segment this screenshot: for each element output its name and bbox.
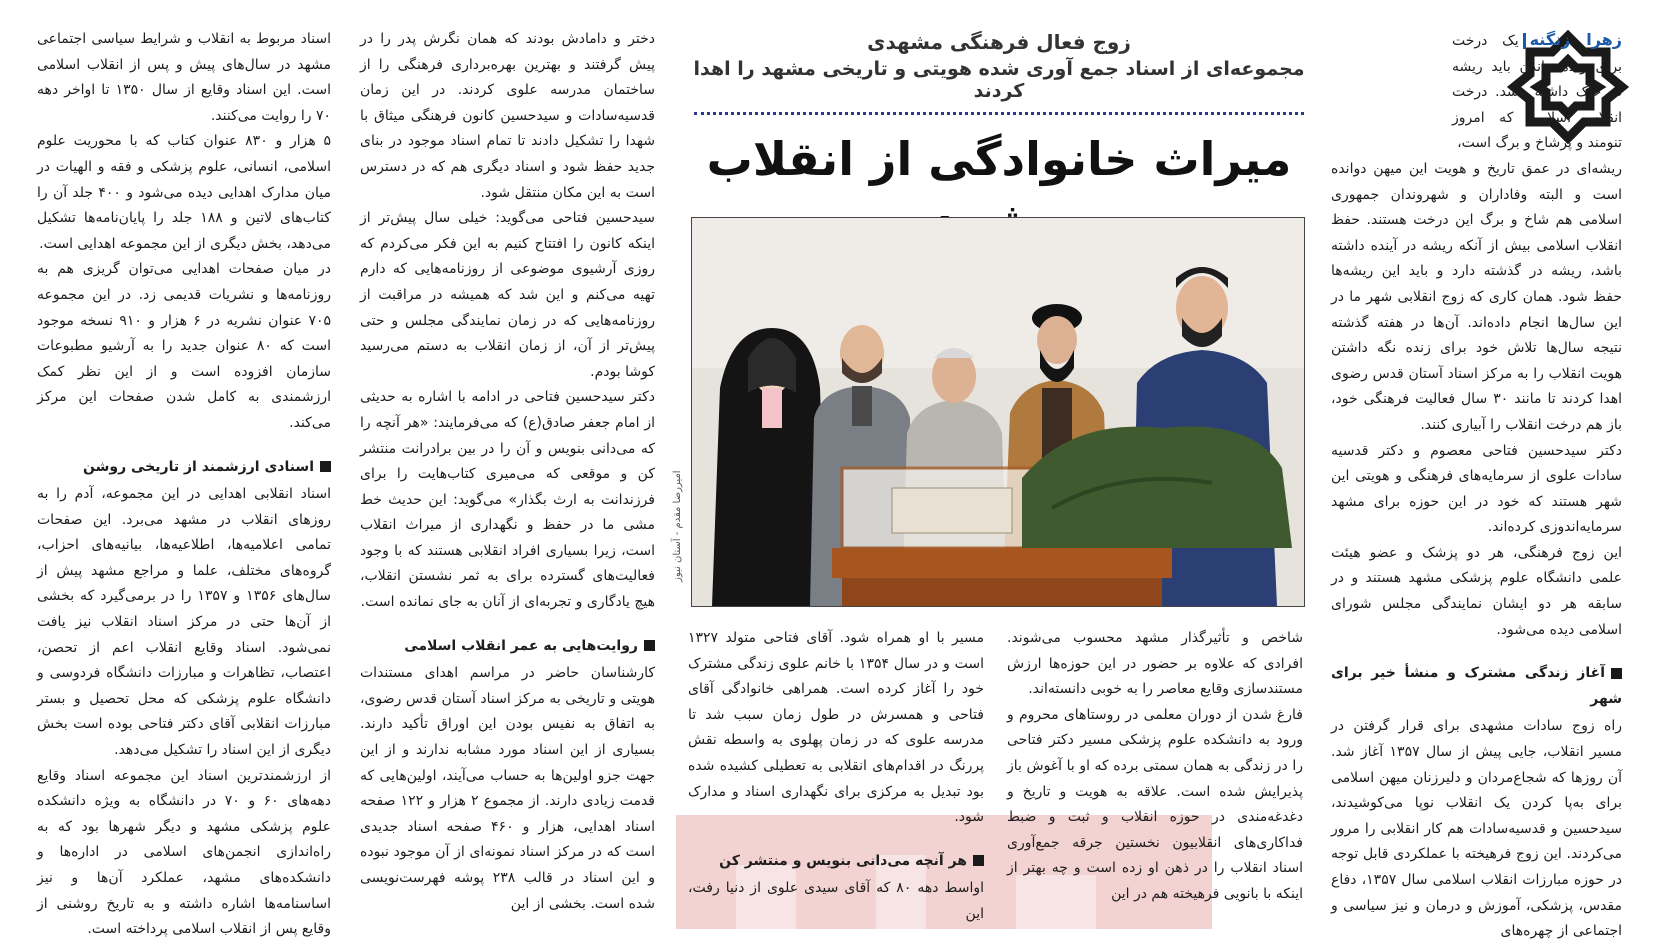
paragraph: دختر و دامادش بودند که همان نگرش پدر را در پیش گرفتند و بهترین بهره‌برداری فرهنگی را از ساختمان مدرسه علوی کردند. در این زمان قدسیه‌سادات و سیدحسین کانون فرهنگی میثاق با شهدا را تشکیل دادند تا تمام اسناد موجود در بنای جدید حفظ شود و اسناد دیگری هم که در دسترس است به این مکان منتقل شود. [360,31,655,201]
dotted-divider [694,112,1304,115]
paragraph: ریشه‌ای در عمق تاریخ و هویت این میهن دوانده است و البته وفاداران و شهروندان جمهوری اسلامی هم شاخ و برگ این درخت هستند. حفظ انقلاب اسلامی بیش از آنکه ریشه در آینده داشته باشد، ریشه در گذشته دارد و باید این ریشه‌ها حفظ شود. همان کاری که زوج انقلابی شهر ما در این سال‌ها انجام داده‌اند. آن‌ها در هفته گذشته نتیجه سال‌ها تلاش خود برای زنده نگه داشتن هویت انقلاب را به مرکز اسناد آستان قدس رضوی اهدا کردند تا مانند ۳۰ سال فعالیت فرهنگی خود، باز هم درخت انقلاب را آبیاری کنند. [1331,160,1623,433]
square-bullet-icon [1611,668,1622,679]
square-bullet-icon [320,461,331,472]
section-subheading [360,634,655,660]
paragraph: اسناد مربوط به انقلاب و شرایط سیاسی اجتماعی مشهد در سال‌های پیش و پس از انقلاب اسلامی است. این اسناد وقایع از سال ۱۳۵۰ تا اواخر دهه ۷۰ را روایت می‌کنند. [37,31,331,124]
article-column-4 [360,27,655,917]
paragraph: کارشناسان حاضر در مراسم اهدای مستندات هویتی و تاریخی به مرکز اسناد آستان قدس رضوی، به اتفاق به نفیس بودن این اوراق تأکید دارند. بسیاری از این اسناد مورد مشابه ندارند و از این جهت جزو اولین‌ها به حساب می‌آیند، اولین‌هایی که قدمت زیادی دارند. از مجموع ۲ هزار و ۱۲۲ صفحه اسناد اهدایی، هزار و ۴۶۰ صفحه اسناد جدیدی است که در مرکز اسناد نمونه‌ای از آن موجود نبوده و این اسناد در قالب ۲۳۸ پوشه فهرست‌نویسی شده است. بخشی از این [360,665,656,912]
paragraph: ۵ هزار و ۸۳۰ عنوان کتاب که با محوریت علوم اسلامی، انسانی، علوم پزشکی و فقه و الهیات در میان مدارک اهدایی دیده می‌شود و ۴۰۰ جلد آن را کتاب‌های لاتین و ۱۸۸ جلد را پایان‌نامه‌ها تشکیل می‌دهد، بخش دیگری از این مجموعه اهدایی است. [37,133,331,252]
paragraph: مسیر با او همراه شود. آقای فتاحی متولد ۱۳۲۷ است و در سال ۱۳۵۴ با خانم علوی زندگی مشترک خود را آغاز کرده است. همراهی خانوادگی آقای فتاحی و همسرش در طول زمان سبب شد تا مدرسه علوی که در زمان پهلوی به واسطه نقش پررنگ در اقدام‌های انقلابی به تعطیلی کشیده شده بود تبدیل به مرکزی برای نگهداری اسناد و مدارک شود. [688,630,984,826]
subheading-text: اسنادی ارزشمند از تاریخی روشن [83,458,314,475]
square-bullet-icon [973,855,984,866]
author-divider [1523,33,1526,49]
paragraph: راه زوج سادات مشهدی برای قرار گرفتن در مسیر انقلاب، جایی پیش از سال ۱۳۵۷ آغاز شد. آن روزها که شجاع‌مردان و دلیرزنان میهن اسلامی برای به‌پا کردن یک انقلاب نوپا می‌کوشیدند، سیدحسین و قدسیه‌سادات هم کار انقلابی را مرور می‌کردند. این زوج فرهیخته با عملکردی قابل توجه در حوزه مبارزات انقلاب اسلامی سال ۱۳۵۷، دفاع مقدس، پزشکی، آموزش و درمان و نیز سیاسی و اجتماعی از چهره‌های [1331,718,1622,940]
paragraph: دکتر سیدحسین فتاحی در ادامه با اشاره به حدیثی از امام جعفر صادق(ع) که می‌فرمایند: «هر آنچه را که می‌دانی بنویس و آن را در بین برادرانت منتشر کن و موقعی که می‌میری کتاب‌هایت را برای فرزندانت به ارث بگذار» می‌گوید: این حدیث خط مشی ما در حفظ و نگهداری از میراث انقلاب است، زیرا بسیاری افراد انقلابی هستند که با وجود فعالیت‌های گسترده برای به ثمر نشستن انقلاب، هیچ یادگاری و تجربه‌ای از آنان به جای نمانده است. [360,389,655,611]
subtitle: مجموعه‌ای از اسناد جمع آوری شده هویتی و تاریخی مشهد را اهدا کردند [693,58,1305,102]
paragraph: از ارزشمندترین اسناد این مجموعه اسناد وقایع دهه‌های ۶۰ و ۷۰ در دانشگاه به ویژه دانشکده علوم پزشکی مشهد و دیگر شهرها بود که به راه‌اندازی انجمن‌های اسلامی در اداره‌ها و دانشکده‌های مشهد، عملکرد آن‌ها و نیز اساسنامه‌ها اشاره داشته و به تاریخ روشنی از وقایع پس از انقلاب اسلامی پرداخته است. [37,767,331,938]
paragraph: اواسط دهه ۸۰ که آقای سیدی علوی از دنیا رفت، این [688,880,984,922]
lead-paragraph [1452,27,1622,157]
article-column-2 [1007,626,1303,908]
headline: میراث خانوادگی از انقلاب [706,132,1292,186]
section-subheading [1331,661,1622,712]
square-bullet-icon [644,640,655,651]
lead-text: یک درخت برای زنده ماندن باید ریشه در خاک داشته باشد. درخت انقلاب اسلامی که امروز تنومند و پرشاخ و برگ است، [1452,33,1622,152]
article-column-1 [1331,27,1622,945]
article-column-3 [688,626,984,928]
article-column-5 [37,27,331,943]
subheading-text: آغاز زندگی مشترک و منشأ خیر برای شهر [1331,665,1622,707]
photo-illustration [692,218,1304,606]
kicker: زوج فعال فرهنگی مشهدی [867,30,1131,54]
author-name: زهرا زنگنه [1529,30,1622,49]
headline-block [688,28,1310,249]
paragraph: دکتر سیدحسین فتاحی معصوم و دکتر قدسیه سادات علوی از سرمایه‌های فرهنگی و هویتی این شهر هستند که خود در این حوزه برای مشهد سرمایه‌اندوزی کرده‌اند. [1331,442,1622,536]
section-subheading [37,455,331,481]
paragraph: فارغ شدن از دوران معلمی در روستاهای محروم و ورود به دانشکده علوم پزشکی مسیر دکتر فتاحی را در زندگی به همان سمتی برده که او با آغوش باز پذیرایش شده است. علاقه به هویت و تاریخ و دغدغه‌مندی در حوزه انقلاب و ثبت و ضبط فداکاری‌های انقلابیون نخستین جرقه جمع‌آوری اسناد انقلاب را در ذهن او زده است و چه بهتر از اینکه با بانویی فرهیخته هم در این [1007,706,1303,902]
paragraph: شاخص و تأثیرگذار مشهد محسوب می‌شوند. افرادی که علاوه بر حضور در این حوزه‌ها ارزش مستندسازی وقایع معاصر را به خوبی دانسته‌اند. [1007,630,1303,698]
subheading-text: روایت‌هایی به عمر انقلاب اسلامی [404,637,638,654]
section-subheading [688,849,984,875]
article-photo [691,217,1305,607]
paragraph: اسناد انقلابی اهدایی در این مجموعه، آدم را به روزهای انقلاب در مشهد می‌برد. این صفحات تمامی اعلامیه‌ها، اطلاعیه‌ها، بیانیه‌های احزاب، گروه‌های مختلف، علما و مراجع مشهد پیش از سال‌های ۱۳۵۶ و ۱۳۵۷ را در برمی‌گیرد که بخشی از آن‌ها حتی در مرکز اسناد انقلاب نیز یافت نمی‌شود. اسناد وقایع انقلاب اعم از تحصن، اعتصاب، تظاهرات و مبارزات دانشگاه فردوسی و دانشگاه علوم پزشکی که محل تحصیل و بستر مبارزات انقلابی آقای دکتر فتاحی بوده است بخش دیگری از این اسناد را تشکیل می‌دهد. [37,486,331,759]
paragraph: این زوج فرهنگی، هر دو پزشک و عضو هیئت علمی دانشگاه علوم پزشکی مشهد هستند و در سابقه هر دو ایشان نمایندگی مجلس شورای اسلامی دیده می‌شود. [1331,544,1622,638]
subheading-text: هر آنچه می‌دانی بنویس و منتشر کن [719,852,967,869]
paragraph: در میان صفحات اهدایی می‌توان گریزی هم به روزنامه‌ها و نشریات قدیمی زد. در این مجموعه ۷۰۵ عنوان نشریه در ۶ هزار و ۹۱۰ نسخه موجود است که ۸۰ عنوان جدید را به آرشیو مطبوعات سازمان افزوده است و از این نظر کمک ارزشمندی به کامل شدن صفحات این مرکز می‌کند. [37,261,332,431]
photo-credit: امیررضا مقدم - آستان نیوز [672,470,683,582]
paragraph: سیدحسین فتاحی می‌گوید: خیلی سال پیش‌تر از اینکه کانون را افتتاح کنیم به این فکر می‌کردم که روزی آرشیوی موضوعی از روزنامه‌هایی که دارم تهیه می‌کنم و این شد که همیشه در مراقبت از روزنامه‌هایی که در زمان نمایندگی مجلس و حتی پیش‌تر از آن، از زمان انقلاب به دستم می‌رسید کوشا بودم. [360,210,655,380]
